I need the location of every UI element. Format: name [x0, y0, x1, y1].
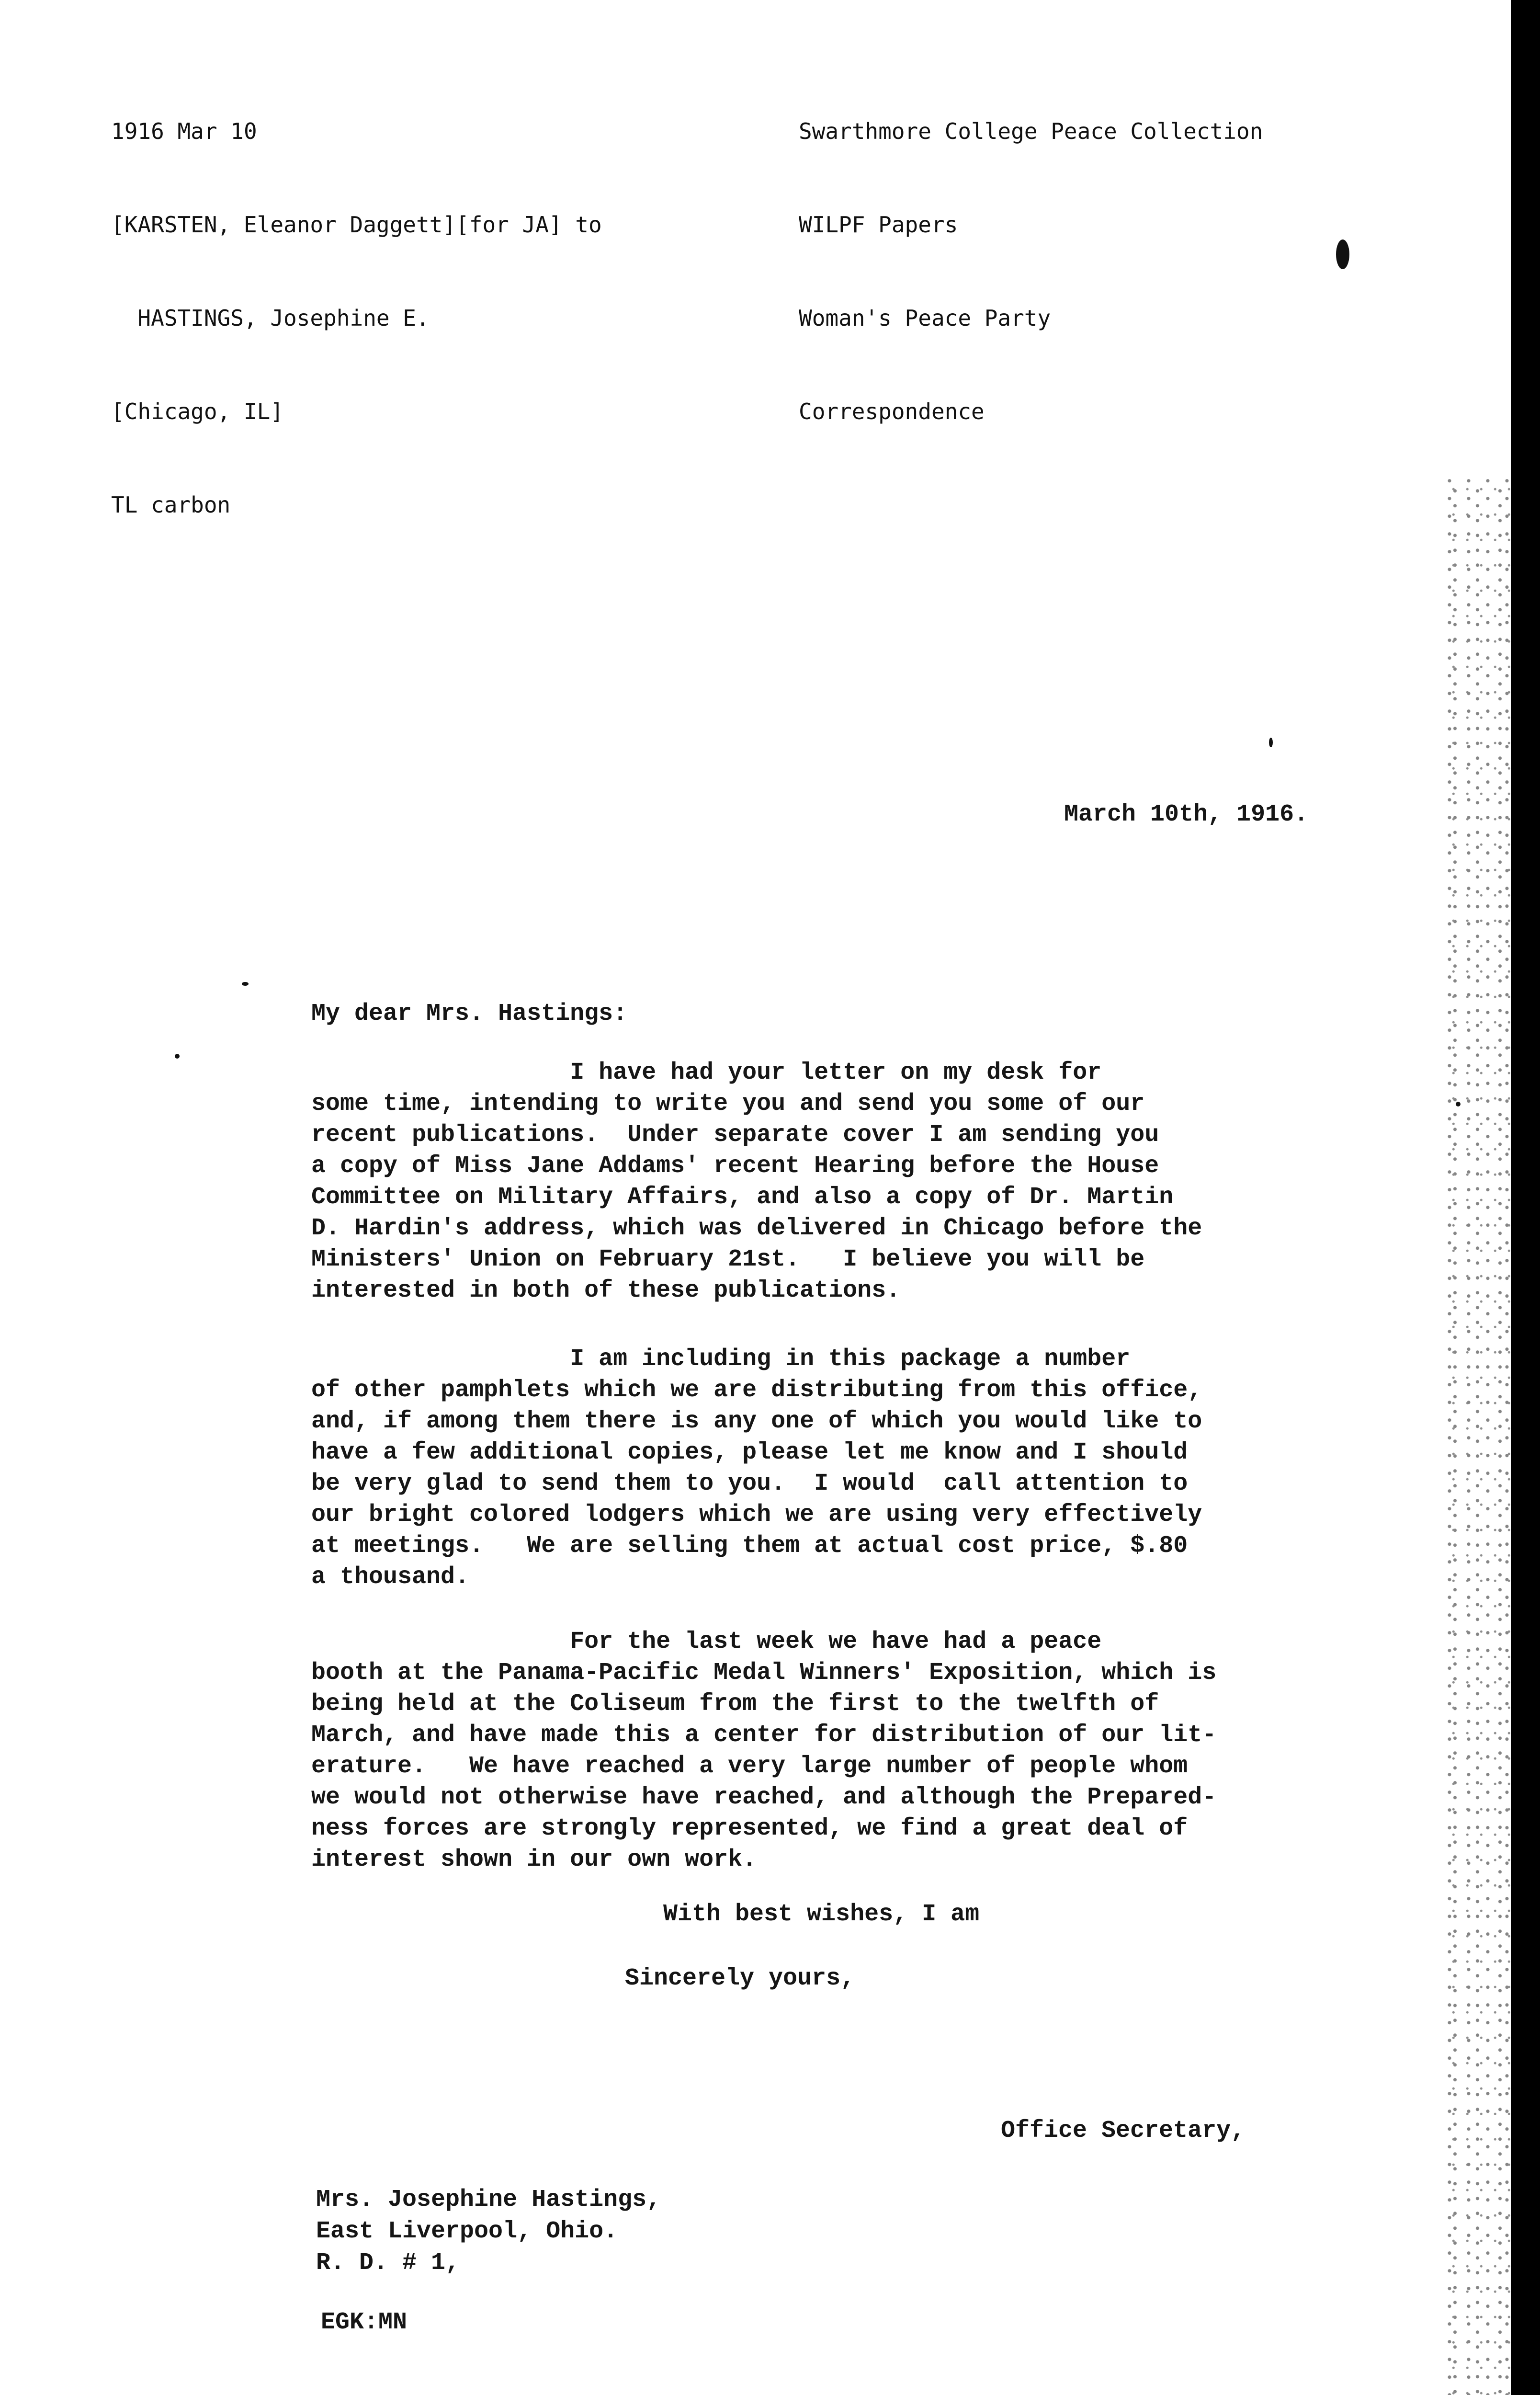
letter-paragraph: [311, 1344, 1202, 1593]
collection-line: Swarthmore College Peace Collection: [799, 118, 1263, 144]
collection-line: Correspondence: [799, 399, 985, 424]
paragraph-line: recent publications. Under separate cover I am sending you: [311, 1121, 1159, 1149]
paragraph-line: we would not otherwise have reached, and although the Prepared-: [311, 1784, 1217, 1811]
paragraph-line: be very glad to send them to you. I would call attention to: [311, 1470, 1188, 1497]
recipient-address: [316, 2184, 661, 2279]
paragraph-line: Committee on Military Affairs, and also a copy of Dr. Martin: [311, 1184, 1174, 1211]
letter-date: March 10th, 1916.: [1064, 801, 1309, 828]
letter-paragraph: [311, 1057, 1202, 1306]
paragraph-line: erature. We have reached a very large number of people whom: [311, 1753, 1188, 1780]
paragraph-line: some time, intending to write you and send you some of our: [311, 1090, 1145, 1118]
paragraph-line: booth at the Panama-Pacific Medal Winners' Exposition, which is: [311, 1659, 1217, 1687]
paragraph-line: interest shown in our own work.: [311, 1846, 757, 1873]
ink-speck: [1269, 738, 1273, 747]
citation-line: TL carbon: [111, 492, 231, 518]
paragraph-line: For the last week we have had a peace: [311, 1628, 1102, 1655]
paragraph-line: D. Hardin's address, which was delivered in Chicago before the: [311, 1215, 1202, 1242]
paragraph-line: our bright colored lodgers which we are using very effectively: [311, 1501, 1202, 1528]
paragraph-line: interested in both of these publications.: [311, 1277, 901, 1304]
paragraph-line: of other pamphlets which we are distributing from this office,: [311, 1377, 1202, 1404]
archive-citation-left: [111, 54, 602, 583]
citation-line: [KARSTEN, Eleanor Daggett][for JA] to: [111, 212, 602, 238]
paragraph-line: at meetings. We are selling them at actual cost price, $.80: [311, 1532, 1188, 1560]
citation-line: 1916 Mar 10: [111, 118, 257, 144]
paragraph-line: and, if among them there is any one of which you would like to: [311, 1408, 1202, 1435]
paragraph-line: a copy of Miss Jane Addams' recent Hearing before the House: [311, 1152, 1159, 1180]
ink-speck: [242, 982, 249, 986]
address-line: Mrs. Josephine Hastings,: [316, 2186, 661, 2213]
letter-sign-off: Sincerely yours,: [625, 1965, 855, 1992]
ink-speck: [175, 1054, 180, 1059]
letter-closing: With best wishes, I am: [663, 1901, 980, 1928]
letter-paragraph: [311, 1626, 1216, 1875]
paragraph-line: I am including in this package a number: [311, 1346, 1131, 1373]
address-line: East Liverpool, Ohio.: [316, 2218, 618, 2245]
typist-initials: EGK:MN: [321, 2309, 408, 2336]
paragraph-line: being held at the Coliseum from the first to the twelfth of: [311, 1690, 1159, 1718]
letter-signature-title: Office Secretary,: [1001, 2117, 1246, 2144]
paragraph-line: I have had your letter on my desk for: [311, 1059, 1102, 1086]
archive-citation-right: [799, 54, 1263, 490]
letter-salutation: My dear Mrs. Hastings:: [311, 1000, 628, 1027]
paragraph-line: have a few additional copies, please let me know and I should: [311, 1439, 1188, 1466]
paragraph-line: a thousand.: [311, 1563, 470, 1591]
scan-edge-noise: [1444, 479, 1511, 2395]
collection-line: WILPF Papers: [799, 212, 958, 238]
collection-line: Woman's Peace Party: [799, 305, 1051, 331]
citation-line: HASTINGS, Josephine E.: [111, 305, 430, 331]
paragraph-line: March, and have made this a center for distribution of our lit-: [311, 1722, 1217, 1749]
paragraph-line: Ministers' Union on February 21st. I believe you will be: [311, 1246, 1145, 1273]
ink-speck: [1456, 1102, 1461, 1106]
citation-line: [Chicago, IL]: [111, 399, 284, 424]
paragraph-line: ness forces are strongly represented, we find a great deal of: [311, 1815, 1188, 1842]
address-line: R. D. # 1,: [316, 2249, 460, 2277]
ink-blot: [1336, 240, 1349, 269]
